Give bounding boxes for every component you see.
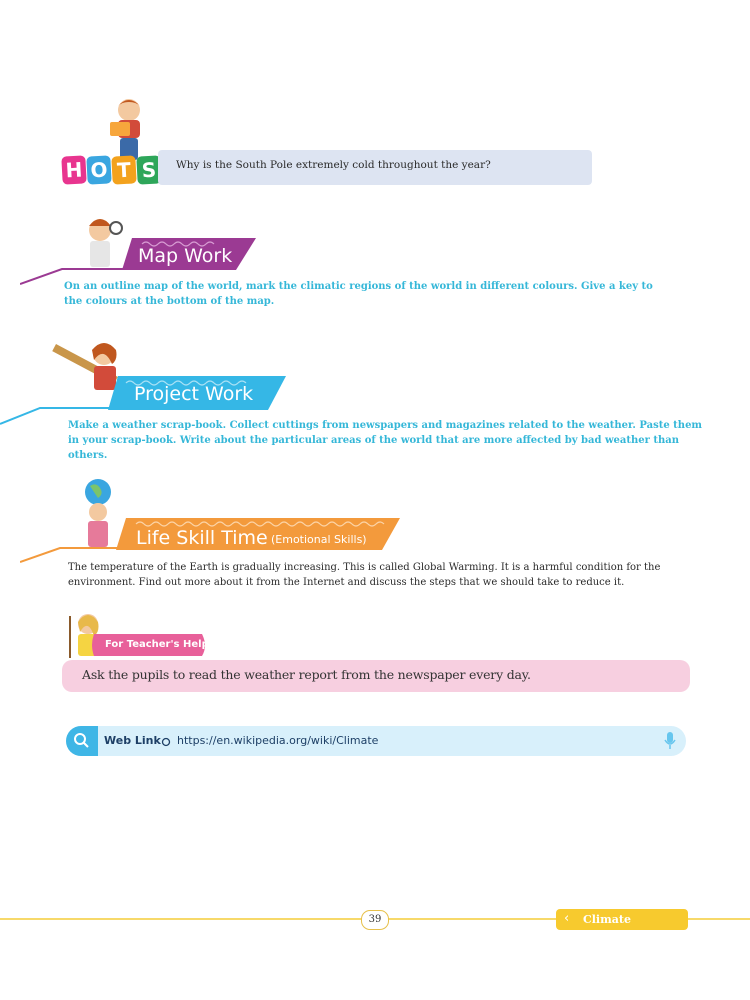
hots-question: Why is the South Pole extremely cold throughout the year? bbox=[158, 150, 592, 185]
project-work-title: Project Work bbox=[134, 383, 254, 405]
hots-logo bbox=[62, 156, 162, 184]
circle-bullet-icon bbox=[160, 736, 172, 748]
life-skill-text: The temperature of the Earth is gradually increasing. This is called Global Warming. It is a harmful condition for the environment. Find out more about it from the Internet and discuss the steps that we should take to reduce it. bbox=[68, 562, 661, 588]
project-work-text: Make a weather scrap-book. Collect cuttings from newspapers and magazines related to the weather. Paste them in your scrap-book. Write about the particular areas of the world that are more affected by bad weather than others. bbox=[68, 420, 703, 461]
hots-letter-h: H bbox=[61, 155, 86, 184]
microphone-icon[interactable] bbox=[663, 730, 677, 752]
teacher-help-label: For Teacher's Help bbox=[105, 639, 209, 650]
search-icon bbox=[66, 726, 98, 756]
page-number: 39 bbox=[361, 910, 389, 930]
life-skill-title: Life Skill Time bbox=[136, 527, 268, 549]
teacher-help-text: Ask the pupils to read the weather report from the newspaper every day. bbox=[62, 660, 690, 692]
hots-letter-s: S bbox=[136, 155, 161, 184]
map-work-text: On an outline map of the world, mark the climatic regions of the world in different colours. Give a key to the colours at the bottom of the map. bbox=[64, 281, 653, 307]
hots-letter-o: O bbox=[86, 155, 111, 184]
web-link-label: Web Link bbox=[104, 734, 161, 747]
chapter-label: Climate bbox=[583, 913, 631, 926]
life-skill-banner bbox=[20, 476, 406, 566]
map-work-title: Map Work bbox=[138, 245, 233, 267]
chevron-left-icon: ‹ bbox=[564, 911, 570, 926]
life-skill-subtitle: (Emotional Skills) bbox=[271, 533, 367, 546]
search-button[interactable] bbox=[66, 726, 98, 756]
web-link-url[interactable]: https://en.wikipedia.org/wiki/Climate bbox=[177, 734, 379, 747]
hots-letter-t: T bbox=[111, 155, 136, 184]
teacher-help-tag bbox=[64, 612, 210, 662]
reading-boy-illustration bbox=[106, 98, 152, 162]
